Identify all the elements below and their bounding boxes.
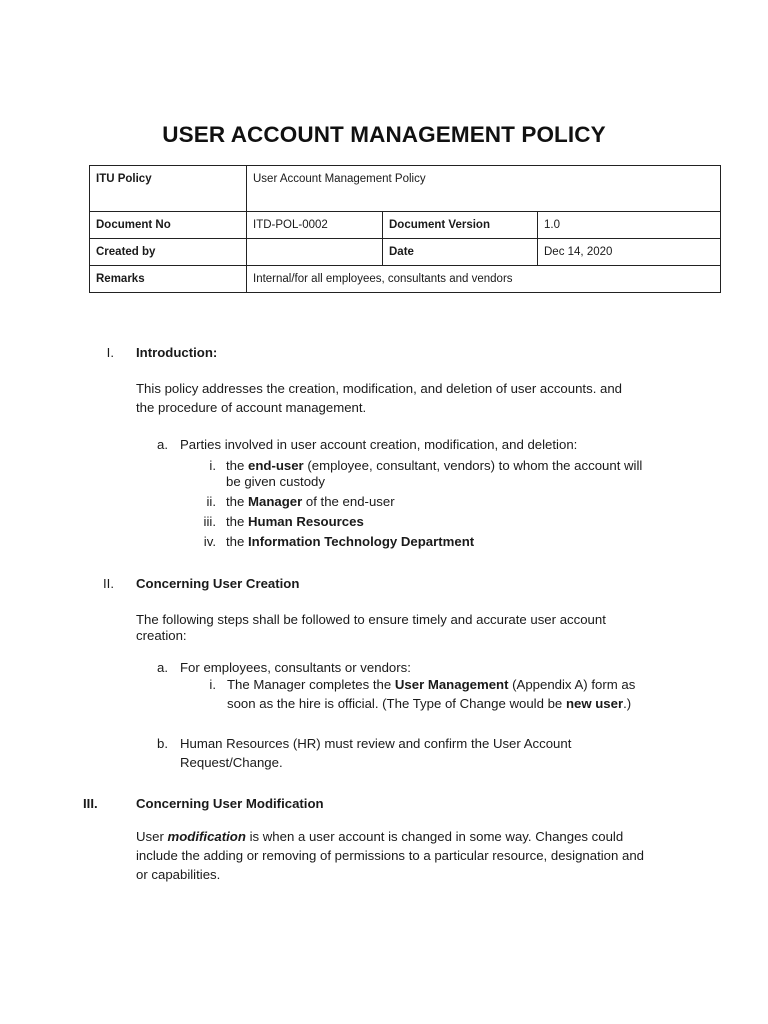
policy-metadata-table bbox=[89, 165, 721, 293]
text-run: (employee, consultant, vendors) to whom the account will bbox=[303, 458, 643, 473]
list-item-continuation bbox=[227, 694, 631, 713]
list-item-text bbox=[226, 512, 364, 531]
section-2-paragraph-line: creation: bbox=[136, 628, 187, 643]
itu-policy-value: User Account Management Policy bbox=[247, 166, 721, 212]
list-marker: a. bbox=[157, 437, 168, 452]
date-label: Date bbox=[383, 239, 538, 266]
text-run: (Appendix A) form as bbox=[508, 677, 636, 692]
date-value: Dec 14, 2020 bbox=[538, 239, 721, 266]
bold-term: User Management bbox=[394, 677, 509, 692]
list-item-text bbox=[227, 675, 635, 694]
section-2-numeral: II. bbox=[103, 576, 114, 591]
created-by-label: Created by bbox=[90, 239, 247, 266]
remarks-label: Remarks bbox=[90, 266, 247, 293]
document-no-label: Document No bbox=[90, 212, 247, 239]
text-run: the bbox=[226, 534, 248, 549]
bold-term: Information Technology Department bbox=[248, 534, 475, 549]
document-no-value: ITD-POL-0002 bbox=[247, 212, 383, 239]
document-title: USER ACCOUNT MANAGEMENT POLICY bbox=[162, 122, 606, 147]
table-row bbox=[90, 212, 721, 239]
list-marker: iii. bbox=[203, 514, 216, 529]
text-run: soon as the hire is official. (The Type of Change would be bbox=[227, 696, 566, 711]
itu-policy-label: ITU Policy bbox=[90, 166, 247, 212]
text-run: The Manager completes the bbox=[227, 677, 395, 692]
section-3-paragraph-line: include the adding or removing of permissions to a particular resource, designation and bbox=[136, 848, 645, 863]
text-run: of the end-user bbox=[302, 494, 395, 509]
section-3-numeral: III. bbox=[83, 796, 98, 811]
list-item-continuation: Request/Change. bbox=[180, 755, 283, 770]
bold-term: end-user bbox=[248, 458, 304, 473]
list-marker: iv. bbox=[203, 534, 216, 549]
table-row bbox=[90, 166, 721, 212]
list-marker: i. bbox=[209, 677, 216, 692]
section-3-heading: Concerning User Modification bbox=[136, 796, 324, 811]
list-item-text: Parties involved in user account creation, modification, and deletion: bbox=[180, 437, 578, 452]
list-marker: b. bbox=[157, 736, 168, 751]
list-item-text: For employees, consultants or vendors: bbox=[180, 660, 411, 675]
section-3-paragraph-line bbox=[136, 827, 678, 846]
list-marker: i. bbox=[209, 458, 216, 473]
section-2-heading: Concerning User Creation bbox=[136, 576, 300, 591]
text-run: the bbox=[226, 494, 248, 509]
list-marker: a. bbox=[157, 660, 168, 675]
list-item-continuation: be given custody bbox=[226, 474, 325, 489]
list-item-text bbox=[226, 532, 474, 551]
text-run: is when a user account is changed in some way. Changes could bbox=[245, 829, 624, 844]
remarks-value: Internal/for all employees, consultants and vendors bbox=[247, 266, 721, 293]
list-marker: ii. bbox=[206, 494, 216, 509]
table-row bbox=[90, 239, 721, 266]
bold-term: new user bbox=[565, 696, 624, 711]
section-1-numeral: I. bbox=[106, 345, 114, 360]
document-version-value: 1.0 bbox=[538, 212, 721, 239]
bold-term: Human Resources bbox=[248, 514, 364, 529]
text-run: the bbox=[226, 458, 248, 473]
section-1-paragraph-line: This policy addresses the creation, modification, and deletion of user accounts. and bbox=[136, 381, 623, 396]
document-version-label: Document Version bbox=[383, 212, 538, 239]
bold-italic-term: modification bbox=[167, 829, 246, 844]
created-by-value bbox=[247, 239, 383, 266]
section-1-paragraph-line: the procedure of account management. bbox=[136, 400, 367, 415]
list-item-text bbox=[226, 492, 395, 511]
table-row bbox=[90, 266, 721, 293]
text-run: User bbox=[136, 829, 168, 844]
text-run: .) bbox=[623, 696, 632, 711]
text-run: the bbox=[226, 514, 248, 529]
bold-term: Manager bbox=[248, 494, 303, 509]
section-1-heading: Introduction: bbox=[136, 345, 218, 360]
section-3-paragraph-line: or capabilities. bbox=[136, 867, 221, 882]
section-2-paragraph-line: The following steps shall be followed to ensure timely and accurate user account bbox=[136, 612, 606, 627]
list-item-text: Human Resources (HR) must review and confirm the User Account bbox=[180, 736, 572, 751]
